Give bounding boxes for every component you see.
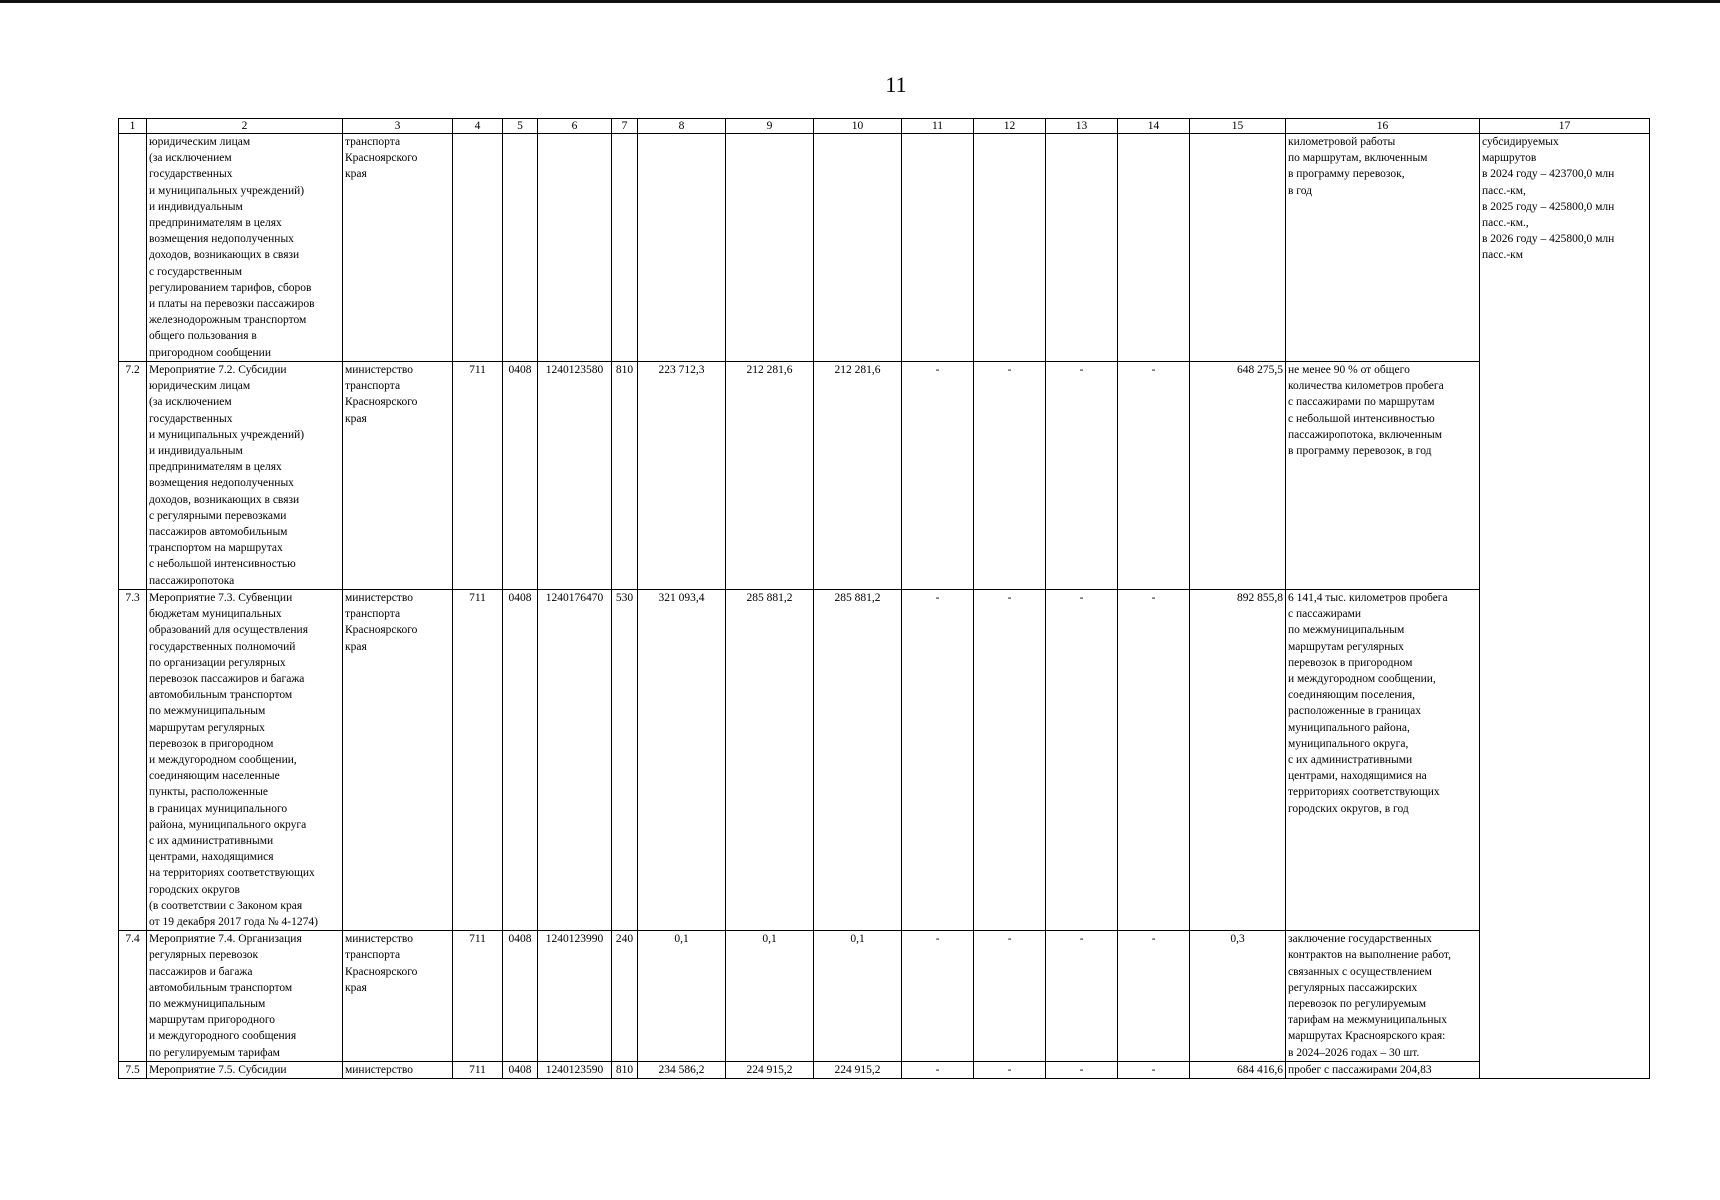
cell-amount: 321 093,4 (638, 590, 726, 931)
table-row (119, 931, 1650, 1062)
cell-number: 7.2 (119, 362, 147, 590)
cell-result: километровой работы по маршрутам, включенным в программу перевозок, в год (1286, 134, 1480, 362)
header-cell: 8 (638, 119, 726, 134)
cell-measure-name: Мероприятие 7.4. Организация регулярных перевозок пассажиров и багажа автомобильным транспортом по межмуниципальным маршрутам пригородного и междугородного сообщения по регулируемым тарифам (147, 931, 343, 1062)
cell-total: 892 855,8 (1190, 590, 1286, 931)
cell-empty (612, 134, 638, 362)
cell-amount: 223 712,3 (638, 362, 726, 590)
cell-amount: - (902, 1062, 974, 1079)
cell-empty (902, 134, 974, 362)
header-cell: 10 (814, 119, 902, 134)
cell-code: 0408 (503, 1062, 538, 1079)
cell-amount: 285 881,2 (726, 590, 814, 931)
cell-code: 1240123590 (538, 1062, 612, 1079)
cell-executor: министерство (343, 1062, 453, 1079)
cell-empty (453, 134, 503, 362)
table-row (119, 590, 1650, 931)
cell-amount: - (902, 362, 974, 590)
cell-code: 0408 (503, 362, 538, 590)
cell-amount: - (1118, 1062, 1190, 1079)
header-cell: 12 (974, 119, 1046, 134)
cell-code: 1240176470 (538, 590, 612, 931)
cell-executor: министерство транспорта Красноярского края (343, 362, 453, 590)
table-row (119, 362, 1650, 590)
cell-amount: - (1046, 362, 1118, 590)
cell-amount: - (974, 362, 1046, 590)
header-cell: 3 (343, 119, 453, 134)
cell-code: 810 (612, 362, 638, 590)
cell-amount: - (1118, 362, 1190, 590)
cell-executor: министерство транспорта Красноярского края (343, 590, 453, 931)
cell-result: 6 141,4 тыс. километров пробега с пассажирами по межмуниципальным маршрутам регулярных перевозок в пригородном и междугородном сообщении, соединяющим поселения, расположенные в границах муниципального района, муниципального округа, с их административными центрами, находящимися на территориях соответствующих городских округов, в год (1286, 590, 1480, 931)
table-row (119, 1062, 1650, 1079)
cell-amount: - (1046, 1062, 1118, 1079)
cell-code: 711 (453, 362, 503, 590)
cell-code: 530 (612, 590, 638, 931)
cell-amount: - (1118, 590, 1190, 931)
header-cell: 11 (902, 119, 974, 134)
cell-empty (726, 134, 814, 362)
cell-amount: 224 915,2 (814, 1062, 902, 1079)
cell-amount: - (902, 931, 974, 1062)
cell-total: 684 416,6 (1190, 1062, 1286, 1079)
header-cell: 14 (1118, 119, 1190, 134)
header-cell: 17 (1480, 119, 1650, 134)
cell-amount: - (974, 931, 1046, 1062)
page-number (0, 72, 1720, 98)
cell-empty (974, 134, 1046, 362)
cell-number: 7.5 (119, 1062, 147, 1079)
cell-empty (1190, 134, 1286, 362)
header-cell: 2 (147, 119, 343, 134)
cell-amount: 0,1 (814, 931, 902, 1062)
cell-amount: - (974, 1062, 1046, 1079)
header-cell: 4 (453, 119, 503, 134)
scan-top-edge (0, 0, 1720, 3)
cell-indicator: субсидируемых маршрутов в 2024 году – 423700,0 млн пасс.-км, в 2025 году – 425800,0 млн пасс.-км., в 2026 году – 425800,0 млн пасс.-км (1480, 134, 1650, 1079)
cell-measure-name: Мероприятие 7.3. Субвенции бюджетам муниципальных образований для осуществления государственных полномочий по организации регулярных перевозок пассажиров и багажа автомобильным транспортом по межмуниципальным маршрутам регулярных перевозок в пригородном и междугородном сообщении, соединяющим населенные пункты, расположенные в границах муниципального района, муниципального округа с их административными центрами, находящимися на территориях соответствующих городских округов (в соответствии с Законом края от 19 декабря 2017 года № 4-1274) (147, 590, 343, 931)
cell-amount: 0,1 (638, 931, 726, 1062)
cell-result: не менее 90 % от общего количества километров пробега с пассажирами по маршрутам с небольшой интенсивностью пассажиропотока, включенным в программу перевозок, в год (1286, 362, 1480, 590)
cell-code: 240 (612, 931, 638, 1062)
cell-number: 7.3 (119, 590, 147, 931)
cell-empty (538, 134, 612, 362)
header-cell: 16 (1286, 119, 1480, 134)
cell-empty (638, 134, 726, 362)
header-cell: 1 (119, 119, 147, 134)
cell-empty (1118, 134, 1190, 362)
cell-number: 7.4 (119, 931, 147, 1062)
cell-amount: 285 881,2 (814, 590, 902, 931)
cell-code: 1240123580 (538, 362, 612, 590)
cell-amount: 212 281,6 (814, 362, 902, 590)
cell-code: 1240123990 (538, 931, 612, 1062)
cell-total: 0,3 (1190, 931, 1286, 1062)
header-cell: 7 (612, 119, 638, 134)
cell-executor: транспорта Красноярского края (343, 134, 453, 362)
program-table (118, 118, 1650, 1079)
header-cell: 6 (538, 119, 612, 134)
cell-number (119, 134, 147, 362)
page-number-text: 11 (885, 72, 907, 97)
cell-result: пробег с пассажирами 204,83 (1286, 1062, 1480, 1079)
header-cell: 13 (1046, 119, 1118, 134)
cell-code: 0408 (503, 590, 538, 931)
cell-amount: 0,1 (726, 931, 814, 1062)
cell-empty (1046, 134, 1118, 362)
cell-code: 711 (453, 931, 503, 1062)
cell-amount: 224 915,2 (726, 1062, 814, 1079)
cell-measure-name: юридическим лицам (за исключением государственных и муниципальных учреждений) и индивидуальным предпринимателям в целях возмещения недополученных доходов, возникающих в связи с государственным регулированием тарифов, сборов и платы на перевозки пассажиров железнодорожным транспортом общего пользования в пригородном сообщении (147, 134, 343, 362)
cell-amount: 212 281,6 (726, 362, 814, 590)
cell-amount: 234 586,2 (638, 1062, 726, 1079)
header-cell: 9 (726, 119, 814, 134)
cell-total: 648 275,5 (1190, 362, 1286, 590)
cell-code: 0408 (503, 931, 538, 1062)
cell-executor: министерство транспорта Красноярского края (343, 931, 453, 1062)
cell-measure-name: Мероприятие 7.5. Субсидии (147, 1062, 343, 1079)
cell-amount: - (902, 590, 974, 931)
cell-result: заключение государственных контрактов на выполнение работ, связанных с осуществлением регулярных пассажирских перевозок по регулируемым тарифам на межмуниципальных маршрутах Красноярского края: в 2024–2026 годах – 30 шт. (1286, 931, 1480, 1062)
cell-measure-name: Мероприятие 7.2. Субсидии юридическим лицам (за исключением государственных и муниципальных учреждений) и индивидуальным предпринимателям в целях возмещения недополученных доходов, возникающих в связи с регулярными перевозками пассажиров автомобильным транспортом на маршрутах с небольшой интенсивностью пассажиропотока (147, 362, 343, 590)
cell-code: 810 (612, 1062, 638, 1079)
cell-amount: - (974, 590, 1046, 931)
cell-code: 711 (453, 1062, 503, 1079)
cell-amount: - (1118, 931, 1190, 1062)
cell-empty (503, 134, 538, 362)
cell-amount: - (1046, 931, 1118, 1062)
table-row-continuation (119, 134, 1650, 362)
cell-amount: - (1046, 590, 1118, 931)
cell-empty (814, 134, 902, 362)
cell-code: 711 (453, 590, 503, 931)
header-cell: 5 (503, 119, 538, 134)
header-cell: 15 (1190, 119, 1286, 134)
header-row (119, 119, 1650, 134)
